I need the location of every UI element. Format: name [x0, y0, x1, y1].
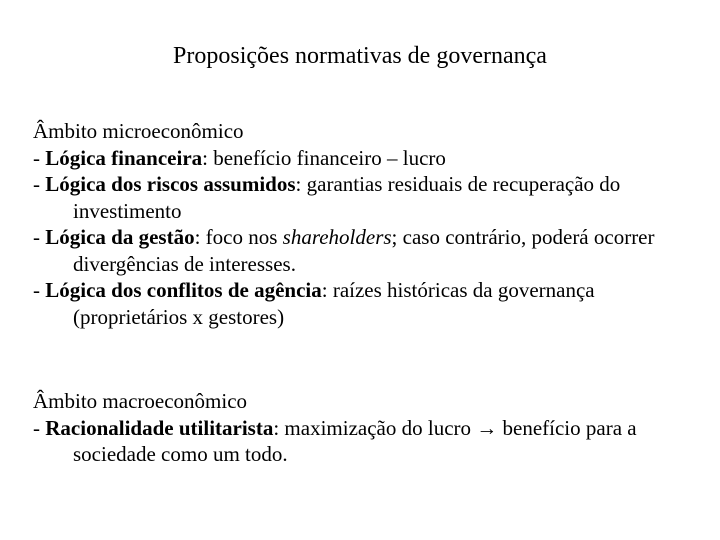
- item-text: : benefício financeiro – lucro: [202, 145, 446, 170]
- item-lead: Lógica dos conflitos de agência: [45, 278, 322, 302]
- item-text: : raízes históricas da governança (proprietários x gestores): [73, 278, 595, 329]
- list-item: [33, 171, 693, 224]
- section-heading: Âmbito microeconômico: [33, 119, 244, 143]
- item-lead: Lógica da gestão: [45, 225, 195, 249]
- item-text: : garantias residuais de recuperação do investimento: [73, 172, 621, 223]
- item-text: ; caso contrário, poderá ocorrer divergências de interesses.: [73, 225, 655, 276]
- slide-title: Proposições normativas de governança: [173, 43, 547, 69]
- item-text: : maximização do lucro → benefício para a sociedade como um todo.: [73, 415, 637, 466]
- item-prefix: -: [33, 145, 46, 170]
- list-item: [33, 145, 693, 172]
- item-prefix: -: [33, 415, 46, 440]
- list-item: [33, 277, 693, 330]
- item-prefix: -: [33, 172, 46, 196]
- list-item: [33, 224, 693, 277]
- list-item: [33, 415, 693, 468]
- item-prefix: -: [33, 225, 46, 249]
- section-microeconomic: [33, 118, 693, 330]
- item-lead: Lógica financeira: [45, 145, 203, 170]
- item-emphasis: shareholders: [282, 225, 392, 249]
- item-lead: Racionalidade utilitarista: [45, 415, 274, 440]
- item-lead: Lógica dos riscos assumidos: [45, 172, 296, 196]
- section-heading: Âmbito macroeconômico: [33, 389, 248, 413]
- item-text: : foco nos: [194, 225, 283, 249]
- section-macroeconomic: [33, 388, 693, 468]
- item-prefix: -: [33, 278, 46, 302]
